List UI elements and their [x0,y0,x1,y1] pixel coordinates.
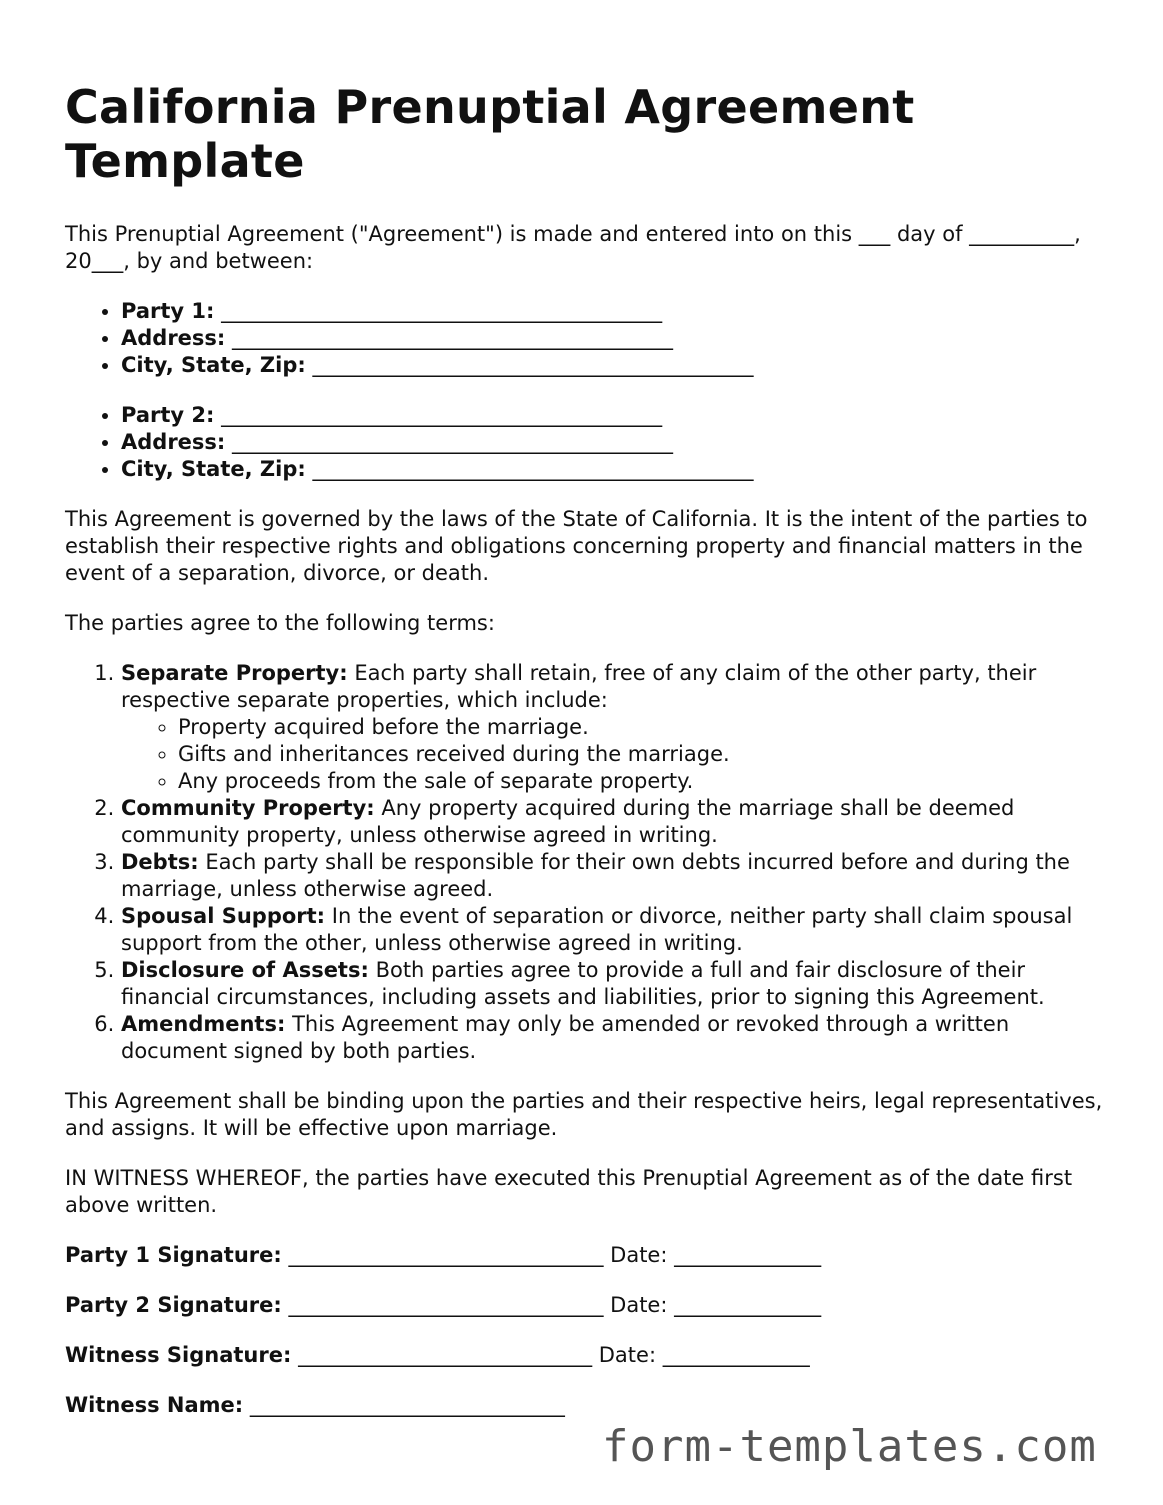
witness-name-label: Witness Name: [65,1393,244,1417]
date-label: Date: [610,1243,668,1267]
field-label: City, State, Zip: [121,353,306,377]
term-text: Each party shall be responsible for their own debts incurred before and during the marriage, unless otherwise agreed. [121,850,1070,901]
sub-item: ◦ Any proceeds from the sale of separate property. [178,768,1105,795]
witness-clause: IN WITNESS WHEREOF, the parties have executed this Prenuptial Agreement as of the date first above written. [65,1166,1073,1217]
party-1-list [65,298,1105,379]
term-spousal-support [121,903,1105,957]
term-text: Each party shall retain, free of any claim of the other party, their respective separate properties, which include: [121,661,1037,712]
date-blank[interactable]: ______________ [662,1343,810,1367]
term-amendments [121,1011,1105,1065]
party-1-address-item [121,325,1105,352]
term-heading: Spousal Support: [121,904,326,928]
fill-in-blank[interactable]: __________________________________________ [221,299,663,323]
witness-name-blank[interactable]: ______________________________ [249,1393,565,1417]
separate-property-sublist [121,714,1105,795]
signature-blank[interactable]: ____________________________ [298,1343,593,1367]
field-label: Party 1: [121,299,215,323]
term-text: Both parties agree to provide a full and fair disclosure of their financial circumstances, including assets and liabilities, prior to signing this Agreement. [121,958,1045,1009]
term-heading: Community Property: [121,796,375,820]
date-blank[interactable]: ______________ [674,1243,822,1267]
term-heading: Amendments: [121,1012,286,1036]
field-label: Address: [121,326,226,350]
document-title: California Prenuptial Agreement Template [65,80,915,188]
fill-in-blank[interactable]: __________________________________________ [221,403,663,427]
term-heading: Debts: [121,850,199,874]
binding-paragraph: This Agreement shall be binding upon the parties and their respective heirs, legal representatives, and assigns. It will be effective upon marriage. [65,1089,1103,1140]
site-watermark: form-templates.com [602,1421,1097,1472]
sub-item: ◦ Gifts and inheritances received during the marriage. [178,741,1105,768]
party-2-signature-row [65,1292,1105,1319]
term-heading: Disclosure of Assets: [121,958,369,982]
signature-label: Party 2 Signature: [65,1293,282,1317]
term-separate-property [121,660,1105,795]
fill-in-blank[interactable]: __________________________________________ [232,326,674,350]
party-2-address-item [121,429,1105,456]
fill-in-blank[interactable]: __________________________________________ [312,353,754,377]
party-1-signature-row [65,1242,1105,1269]
intro-paragraph: This Prenuptial Agreement ("Agreement") is made and entered into on this ___ day of __________, 20___, by and between: [65,222,1081,273]
sub-item: ◦ Property acquired before the marriage. [178,714,1105,741]
term-community-property [121,795,1105,849]
term-disclosure-of-assets [121,957,1105,1011]
party-2-city-item [121,456,1105,483]
party-2-name-item [121,402,1105,429]
party-1-name-item [121,298,1105,325]
field-label: Address: [121,430,226,454]
fill-in-blank[interactable]: __________________________________________ [232,430,674,454]
terms-intro: The parties agree to the following terms: [65,611,495,635]
governing-law-paragraph: This Agreement is governed by the laws of the State of California. It is the intent of the parties to establish their respective rights and obligations concerning property and financial matters in the event of a separation, divorce, or death. [65,507,1088,585]
document-page [65,80,1105,1442]
term-debts [121,849,1105,903]
witness-name-row [65,1392,1105,1419]
term-text: In the event of separation or divorce, neither party shall claim spousal support from the other, unless otherwise agreed in writing. [121,904,1073,955]
signature-blank[interactable]: ______________________________ [288,1293,604,1317]
field-label: City, State, Zip: [121,457,306,481]
term-heading: Separate Property: [121,661,348,685]
date-label: Date: [610,1293,668,1317]
witness-signature-row [65,1342,1105,1369]
party-2-list [65,402,1105,483]
term-text: This Agreement may only be amended or revoked through a written document signed by both parties. [121,1012,1010,1063]
signature-label: Witness Signature: [65,1343,292,1367]
fill-in-blank[interactable]: __________________________________________ [312,457,754,481]
party-1-city-item [121,352,1105,379]
terms-list [65,660,1105,1065]
date-blank[interactable]: ______________ [674,1293,822,1317]
signature-blank[interactable]: ______________________________ [288,1243,604,1267]
date-label: Date: [598,1343,657,1367]
signature-label: Party 1 Signature: [65,1243,282,1267]
field-label: Party 2: [121,403,215,427]
term-text: Any property acquired during the marriage shall be deemed community property, unless otherwise agreed in writing. [121,796,1015,847]
